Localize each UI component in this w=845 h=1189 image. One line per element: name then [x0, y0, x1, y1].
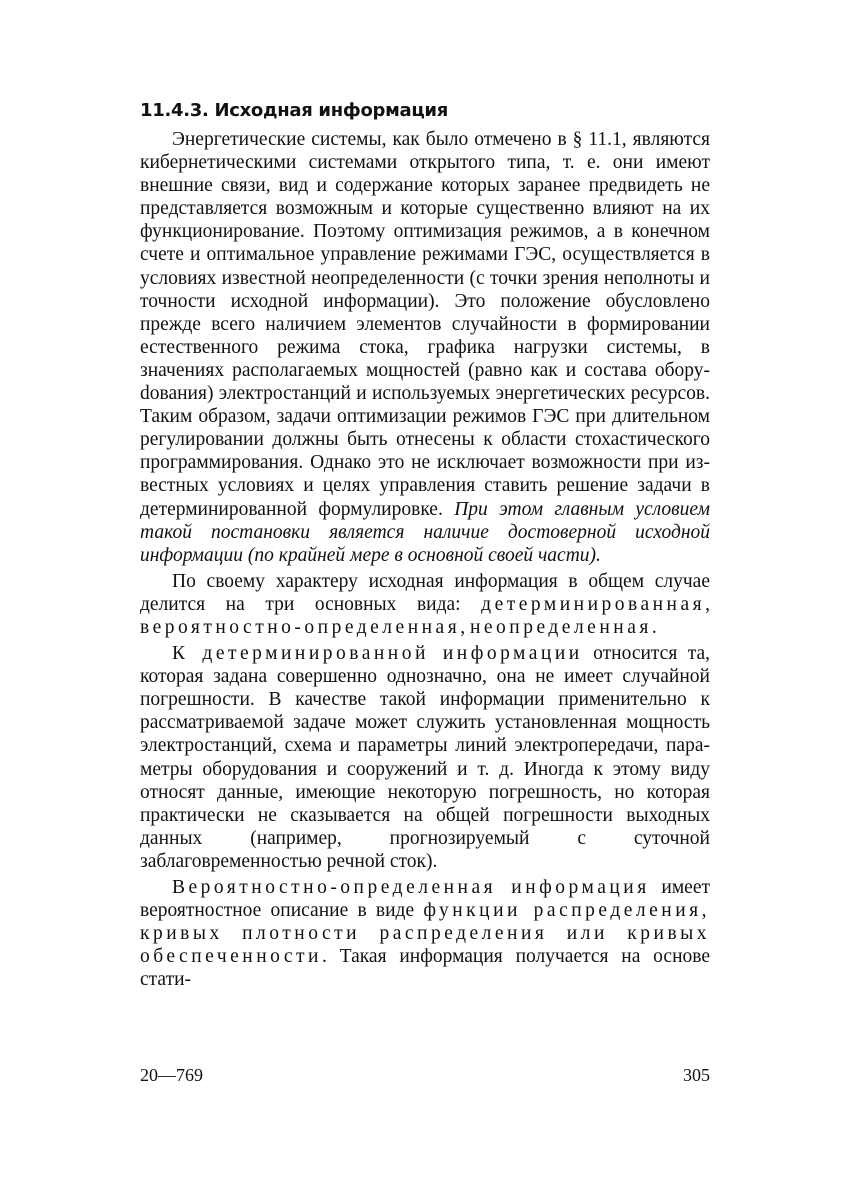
paragraph-4-text-2: . Такая информация получается на основе стати-	[140, 946, 710, 991]
paragraph-1	[140, 128, 710, 567]
paragraph-4	[140, 876, 710, 991]
page-number: 305	[683, 1065, 710, 1085]
paragraph-1-italic: При этом главным условием такой постановки является наличие достоверной исходной информации (по крайней мере в основной своей части).	[140, 498, 710, 566]
paragraph-4-term: Вероятностно-определенная информация	[172, 877, 650, 898]
section-heading: 11.4.3. Исходная информация	[140, 100, 448, 121]
term-undefined: неопределенная	[469, 616, 652, 638]
paragraph-3-term: К детерминированной информации	[172, 643, 583, 665]
paragraph-3-text: относится та, которая задана совершенно однозначно, она не имеет случайной погрешности. В качестве такой информации применительно к рассматриваемой задаче может служить установленная мощность электростанций, схема и параметры линий электропередачи, параметры оборудования и сооружений и т. д. Иногда к этому виду относят данные, имеющие некоторую погрешность, но которая практически не сказывается на общей погрешности выходных данных (например, прогнозируемый с суточной заблаговременностью речной сток).	[140, 643, 711, 872]
term-probabilistic: вероятностно-определенная	[140, 616, 461, 638]
paragraph-3	[140, 642, 710, 873]
period: .	[651, 616, 657, 638]
term-deterministic: детерминированная	[481, 593, 706, 615]
printer-signature: 20—769	[140, 1065, 203, 1085]
comma-2: ,	[460, 616, 470, 638]
comma-1: ,	[705, 593, 710, 615]
paragraph-2	[140, 570, 710, 639]
page-body	[140, 98, 710, 991]
paragraph-4-text-1: имеет вероятностное описание в виде	[140, 877, 710, 922]
paragraph-2-lead: По своему характеру исходная информация в общем случае делится на три основных вида:	[140, 570, 710, 615]
paragraph-1-text: Энергетические системы, как было отмечено в § 11.1, являются кибернетическими системами открытого типа, т. е. они имеют внешние связи, вид и содержание которых заранее предвидеть не представляется возможным и которые существенно влияют на их функционирование. Поэтому оптимизация режимов, а в конечном счете и оптимальное управление режимами ГЭС, осуществляется в условиях известной неопределенности (с точки зрения неполноты и точности исходной информации). Это положение обусловлено прежде всего наличием элементов случайности в формировании естественного режима стока, графика нагрузки системы, в значениях располагаемых мощностей (равно как и состава оборуdования) электростанций и используемых энергетических ресурсов. Таким образом, задачи оптимизации режимов ГЭС при длительном регулировании должны быть отнесены к области стохастического программирования. Однако это не исключает возможности при известных условиях и целях управления ставить решение задачи в детерминированной формулировке.	[140, 129, 710, 520]
paragraph-4-terms: функции распределения, кривых плотности распределения или кривых обеспеченности	[140, 900, 711, 968]
